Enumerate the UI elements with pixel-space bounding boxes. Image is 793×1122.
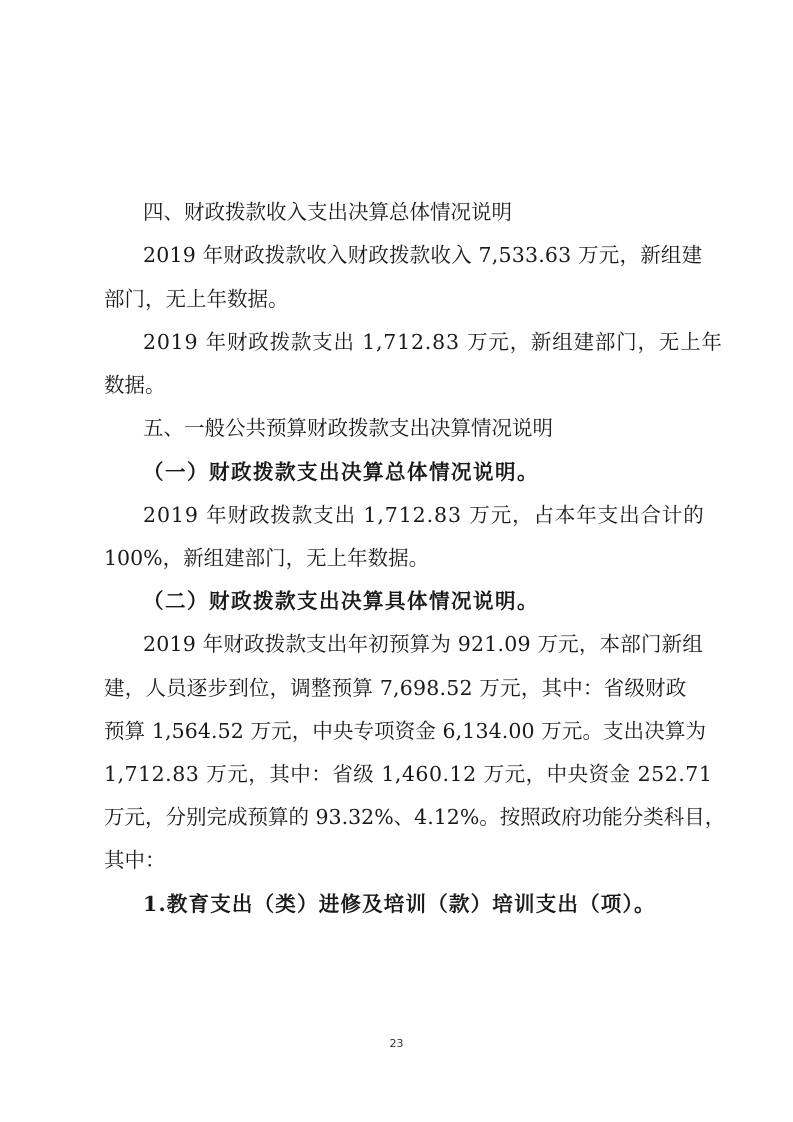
subsection-2-para-line2: 建，人员逐步到位，调整预算 7,698.52 万元，其中：省级财政 bbox=[104, 676, 687, 700]
subsection-2-para-line5: 万元，分别完成预算的 93.32%、4.12%。按照政府功能分类科目， bbox=[104, 805, 726, 829]
subsection-2-para-line6: 其中： bbox=[104, 848, 166, 872]
section-4-heading: 四、财政拨款收入支出决算总体情况说明 bbox=[143, 200, 512, 224]
subsection-1-para-line1: 2019 年财政拨款支出 1,712.83 万元，占本年支出合计的 bbox=[143, 503, 705, 527]
subsection-1-para-line2: 100%，新组建部门，无上年数据。 bbox=[104, 546, 430, 570]
subsection-2-para-line1: 2019 年财政拨款支出年初预算为 921.09 万元，本部门新组 bbox=[143, 632, 704, 656]
section-4-para1-line2: 部门，无上年数据。 bbox=[104, 287, 289, 311]
item-1-heading: 1.教育支出（类）进修及培训（款）培训支出（项）。 bbox=[143, 892, 656, 916]
section-4-para2-line1: 2019 年财政拨款支出 1,712.83 万元，新组建部门，无上年 bbox=[143, 330, 723, 354]
subsection-1-heading: （一）财政拨款支出决算总体情况说明。 bbox=[143, 460, 539, 484]
section-4-para2-line2: 数据。 bbox=[104, 373, 166, 397]
section-4-para1-line1: 2019 年财政拨款收入财政拨款收入 7,533.63 万元，新组建 bbox=[143, 243, 703, 267]
section-5-heading: 五、一般公共预算财政拨款支出决算情况说明 bbox=[143, 416, 553, 440]
subsection-2-para-line3: 预算 1,564.52 万元，中央专项资金 6,134.00 万元。支出决算为 bbox=[104, 719, 707, 743]
page-number: 23 bbox=[389, 1037, 404, 1050]
subsection-2-heading: （二）财政拨款支出决算具体情况说明。 bbox=[143, 589, 539, 613]
subsection-2-para-line4: 1,712.83 万元，其中：省级 1,460.12 万元，中央资金 252.71 bbox=[104, 762, 713, 786]
